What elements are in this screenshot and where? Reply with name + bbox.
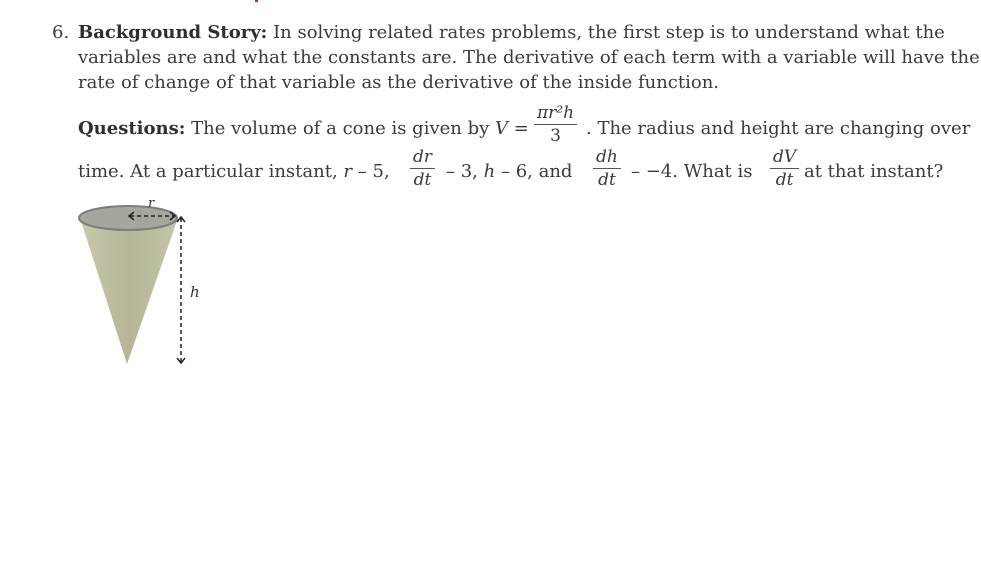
dh-value: – −4. (631, 161, 678, 182)
background-heading: Background Story: (78, 22, 268, 43)
dV-denominator: dt (775, 170, 794, 190)
dV-numerator: dV (770, 147, 799, 169)
dr-denominator: dt (413, 170, 432, 190)
cone-figure (74, 196, 224, 375)
cone-body (80, 218, 178, 364)
question-tail: at that instant? (804, 161, 944, 182)
dr-dt-fraction (410, 147, 435, 190)
h-value: – 6, and (500, 161, 573, 182)
problem-line-2 (52, 45, 980, 70)
dh-dt-fraction (593, 147, 621, 190)
cone-top-ellipse (79, 206, 177, 230)
red-margin-mark (255, 0, 258, 2)
question-line-1 (78, 103, 971, 153)
radius-label: r (148, 196, 155, 211)
dr-value: – 3, (446, 161, 478, 182)
background-text-1: In solving related rates problems, the first step is to understand what the (273, 22, 945, 43)
problem-line-1 (52, 20, 944, 45)
problem-line-3 (52, 70, 944, 95)
height-label: h (190, 283, 200, 301)
background-text-2: variables are and what the constants are. The derivative of each term with a variable will have the (78, 47, 980, 68)
problem-6 (52, 20, 980, 95)
dV-dt-fraction (770, 147, 799, 190)
problem-number: 6. (52, 22, 70, 43)
r-value: – 5, (357, 161, 390, 182)
cone-diagram (74, 196, 224, 371)
volume-fraction (534, 103, 577, 146)
question-line-2 (78, 147, 944, 195)
what-is-text: What is (683, 161, 753, 182)
background-text-3: rate of change of that variable as the derivative of the inside function. (78, 72, 720, 93)
dh-numerator: dh (593, 147, 621, 169)
dh-denominator: dt (598, 170, 616, 190)
question-text-3: time. At a particular instant, (78, 161, 338, 182)
volume-var: V (495, 118, 509, 139)
questions-label: Questions: (78, 118, 186, 139)
r-var: r (343, 161, 353, 182)
equals-sign: = (513, 118, 529, 139)
dr-numerator: dr (410, 147, 435, 169)
h-var: h (483, 161, 496, 182)
question-text-2: . The radius and height are changing over (586, 118, 971, 139)
volume-numerator: πr²h (534, 103, 577, 125)
question-text-1: The volume of a cone is given by (191, 118, 490, 139)
volume-denominator: 3 (550, 126, 561, 146)
